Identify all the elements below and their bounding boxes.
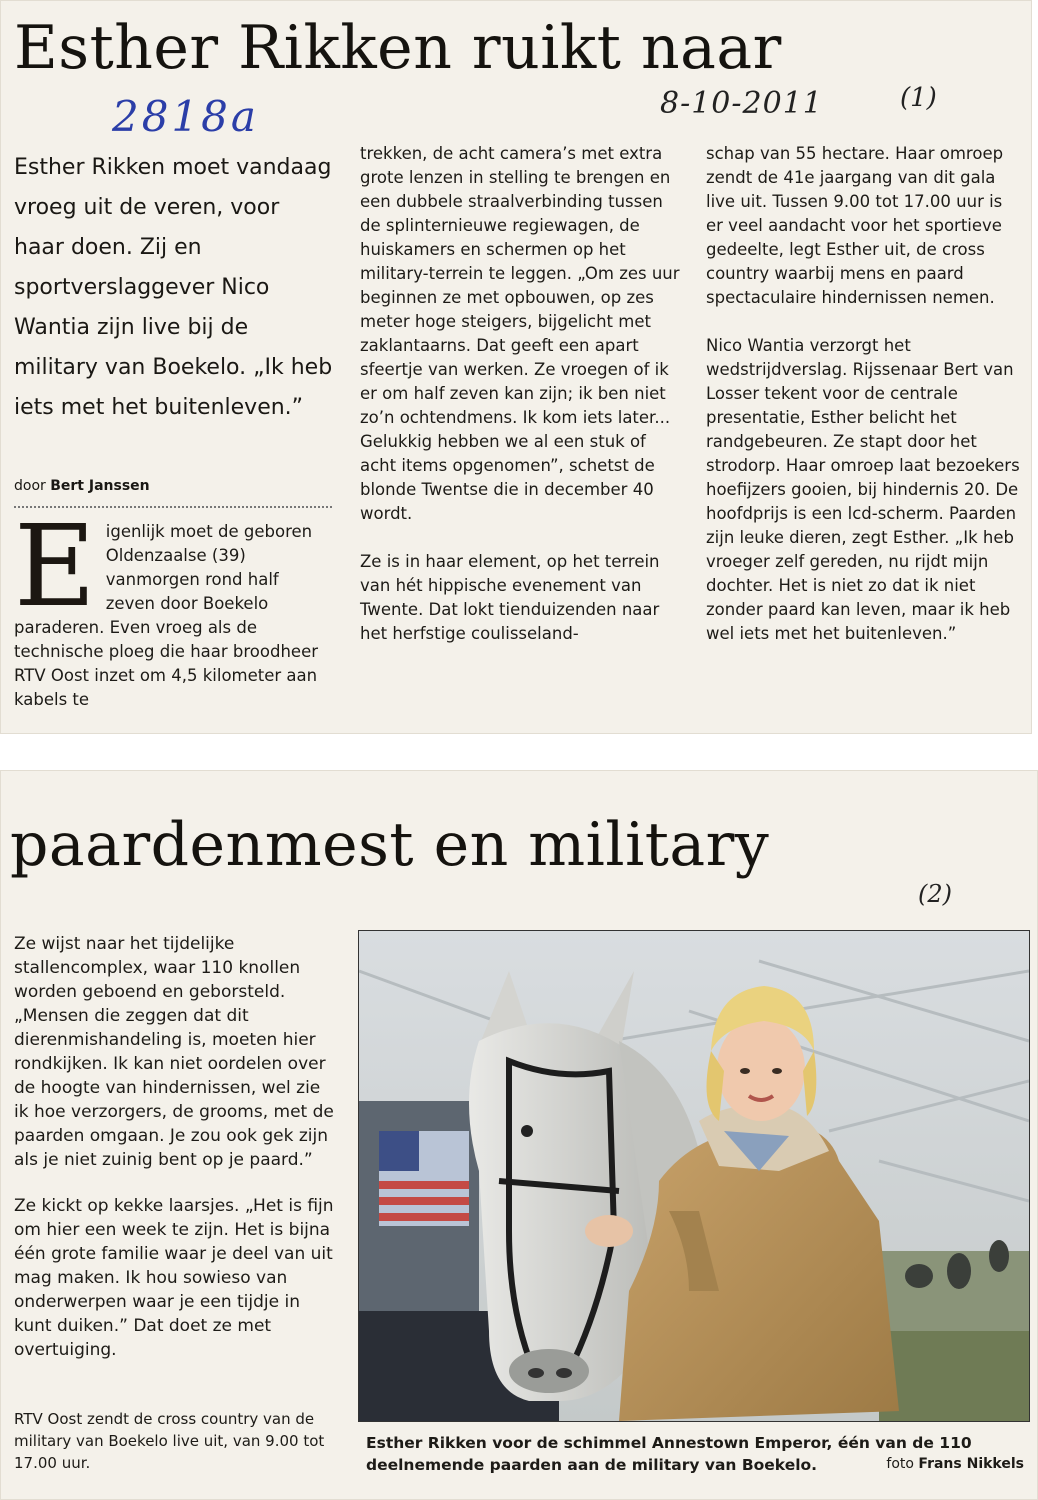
news-photo [358,930,1030,1422]
byline [14,478,150,494]
byline-prefix: door [14,478,46,494]
column-4-paragraph: Ze kickt op kekke laarsjes. „Het is fijn om hier een week te zijn. Het is bijna één grote familie waar je deel van uit mag maken. Ik hou sowieso van onderwerpen waar je een tijdje in kunt duiken.” Dat doet ze met overtuiging. [14,1196,334,1360]
handwritten-mark-1: (1) [900,83,937,113]
article-column-4 [14,932,338,1362]
column-3-paragraph: Nico Wantia verzorgt het wedstrijdverslag. Rijssenaar Bert van Losser tekent voor de centrale presentatie, Esther belicht het randgebeuren. Ze stapt door het strodorp. Haar omroep laat bezoekers hoefijzers gooien, bij hindernis 20. De hoofdprijs is een lcd-scherm. Paarden zijn leuke dieren, zegt Esther. „Ik heb vroeger zelf gereden, nu rijdt mijn dochter. Het is niet zo dat ik niet zonder paard kan leven, maar ik heb wel iets met het buitenleven.” [706,336,1020,643]
broadcast-note: RTV Oost zendt de cross country van de military van Boekelo live uit, van 9.00 tot 17.00 uur. [14,1410,325,1472]
headline-bottom: paardenmest en military [10,810,770,880]
drop-cap: E [14,502,96,632]
column-3-paragraph: schap van 55 hectare. Haar omroep zendt de 41e jaargang van dit gala live uit. Tussen 9.00 tot 17.00 uur is er veel aandacht voor het sportieve gedeelte, legt Esther uit, de cross country waarbij mens en paard spectaculaire hindernissen nemen. [706,144,1004,307]
clipping-top [0,0,1032,734]
photo-caption: Esther Rikken voor de schimmel Annestown Emperor, één van de 110 deelnemende paarden aan de military van Boekelo. [366,1434,972,1474]
handwritten-reference: 2818a [112,92,259,141]
byline-author: Bert Janssen [50,478,150,494]
lead-paragraph [14,148,334,428]
column-2-paragraph: trekken, de acht camera’s met extra grote lenzen in stelling te brengen en een dubbele straalverbinding tussen de splinternieuwe regiewagen, de huiskamers en schermen op het military-terrein te leggen. „Om zes uur beginnen ze met opbouwen, op zes meter hoge steigers, bijgelicht met zaklantaarns. Dat geeft een apart sfeertje van werken. Ze vroegen of ik er om half zeven kan zijn; ik ben niet zo’n ochtendmens. Ik kom iets later... Gelukkig hebben we al een stuk of acht items opgenomen”, schetst de blonde Twentse die in december 40 wordt. [360,144,680,523]
article-column-2 [360,142,682,646]
photo-credit [886,1456,1024,1472]
column-2-paragraph: Ze is in haar element, op het terrein van hét hippische evenement van Twente. Dat lokt tienduizenden naar het herfstige coulisseland- [360,552,660,643]
handwritten-date: 8-10-2011 [660,86,823,121]
article-column-1 [14,502,324,712]
column-1-text: igenlijk moet de geboren Oldenzaalse (39) vanmorgen rond half zeven door Boekelo paraderen. Even vroeg als de technische ploeg die haar broodheer RTV Oost inzet om 4,5 kilometer aan kabels te [14,522,319,709]
handwritten-mark-2: (2) [918,880,952,908]
article-column-3 [706,142,1024,646]
headline-top: Esther Rikken ruikt naar [14,13,782,83]
column-4-paragraph: Ze wijst naar het tijdelijke stallencomplex, waar 110 knollen worden geboend en geborsteld. „Mensen die zeggen dat dit dierenmishandeling is, moeten hier rondkijken. Ik kan niet oordelen over de hoogte van hindernissen, wel zie ik hoe verzorgers, de grooms, met de paarden omgaan. Je zou ook gek zijn als je niet zuinig bent op je paard.” [14,934,334,1170]
credit-name: Frans Nikkels [918,1456,1024,1472]
credit-prefix: foto [886,1456,914,1472]
photo-illustration [359,931,1029,1421]
lead-text: Esther Rikken moet vandaag vroeg uit de veren, voor haar doen. Zij en sportverslaggever Nico Wantia zijn live bij de military van Boekelo. „Ik heb iets met het buitenleven.” [14,155,333,420]
